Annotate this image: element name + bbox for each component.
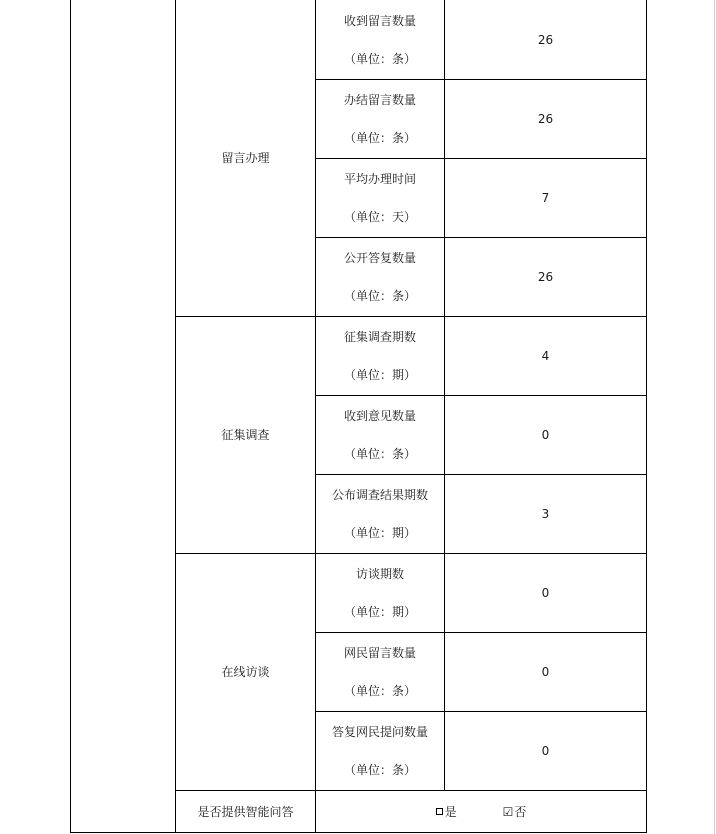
metric-name: 公布调查结果期数 — [331, 488, 428, 502]
metric-unit: （单位：条） — [343, 763, 416, 777]
metric-name: 收到意见数量 — [343, 409, 416, 423]
metric-unit: （单位：条） — [343, 684, 416, 698]
metric-unit: （单位：条） — [343, 289, 416, 303]
metric-name: 访谈期数 — [355, 567, 404, 581]
metric-value: 3 — [445, 475, 647, 554]
metric-value: 0 — [445, 554, 647, 633]
metric-unit: （单位：条） — [343, 131, 416, 145]
metric-name: 平均办理时间 — [343, 172, 416, 186]
yes-option — [436, 804, 457, 820]
checked-box-icon: ☑ — [502, 804, 514, 819]
metric-name: 办结留言数量 — [343, 93, 416, 107]
metric-unit: （单位：条） — [343, 51, 416, 66]
metric-unit: （单位：期） — [343, 368, 416, 382]
metric-name: 征集调查期数 — [343, 330, 416, 344]
smart-qa-options — [316, 791, 647, 833]
metric-name: 公开答复数量 — [343, 251, 416, 265]
unchecked-box-icon — [436, 808, 443, 815]
metric-value: 26 — [445, 0, 647, 80]
statistics-table — [70, 0, 647, 833]
outer-category-cell — [71, 0, 176, 833]
metric-label-cell — [316, 554, 445, 633]
page-right-border — [714, 0, 715, 834]
metric-unit: （单位：期） — [343, 526, 416, 540]
metric-name: 收到留言数量 — [343, 13, 416, 28]
metric-label-cell — [316, 475, 445, 554]
metric-unit: （单位：条） — [343, 447, 416, 461]
metric-label-cell — [316, 159, 445, 238]
yes-option-label: 是 — [444, 804, 457, 819]
metric-label-cell — [316, 633, 445, 712]
metric-name: 网民留言数量 — [343, 646, 416, 660]
metric-unit: （单位：天） — [343, 210, 416, 224]
section-title: 留言办理 — [176, 0, 316, 317]
metric-label-cell — [316, 396, 445, 475]
metric-label-cell — [316, 0, 445, 80]
table-row — [71, 0, 647, 80]
metric-value: 0 — [445, 712, 647, 791]
metric-unit: （单位：期） — [343, 605, 416, 619]
metric-value: 4 — [445, 317, 647, 396]
metric-label-cell — [316, 712, 445, 791]
metric-value: 26 — [445, 80, 647, 159]
section-title: 征集调查 — [176, 317, 316, 554]
no-option-label: 否 — [514, 804, 527, 819]
metric-name: 答复网民提问数量 — [331, 725, 428, 739]
metric-label-cell — [316, 238, 445, 317]
metric-value: 0 — [445, 633, 647, 712]
section-title: 在线访谈 — [176, 554, 316, 791]
metric-label-cell — [316, 317, 445, 396]
metric-value: 7 — [445, 159, 647, 238]
no-option — [503, 804, 527, 820]
metric-value: 26 — [445, 238, 647, 317]
metric-label-cell — [316, 80, 445, 159]
smart-qa-label: 是否提供智能问答 — [176, 791, 316, 833]
metric-value: 0 — [445, 396, 647, 475]
